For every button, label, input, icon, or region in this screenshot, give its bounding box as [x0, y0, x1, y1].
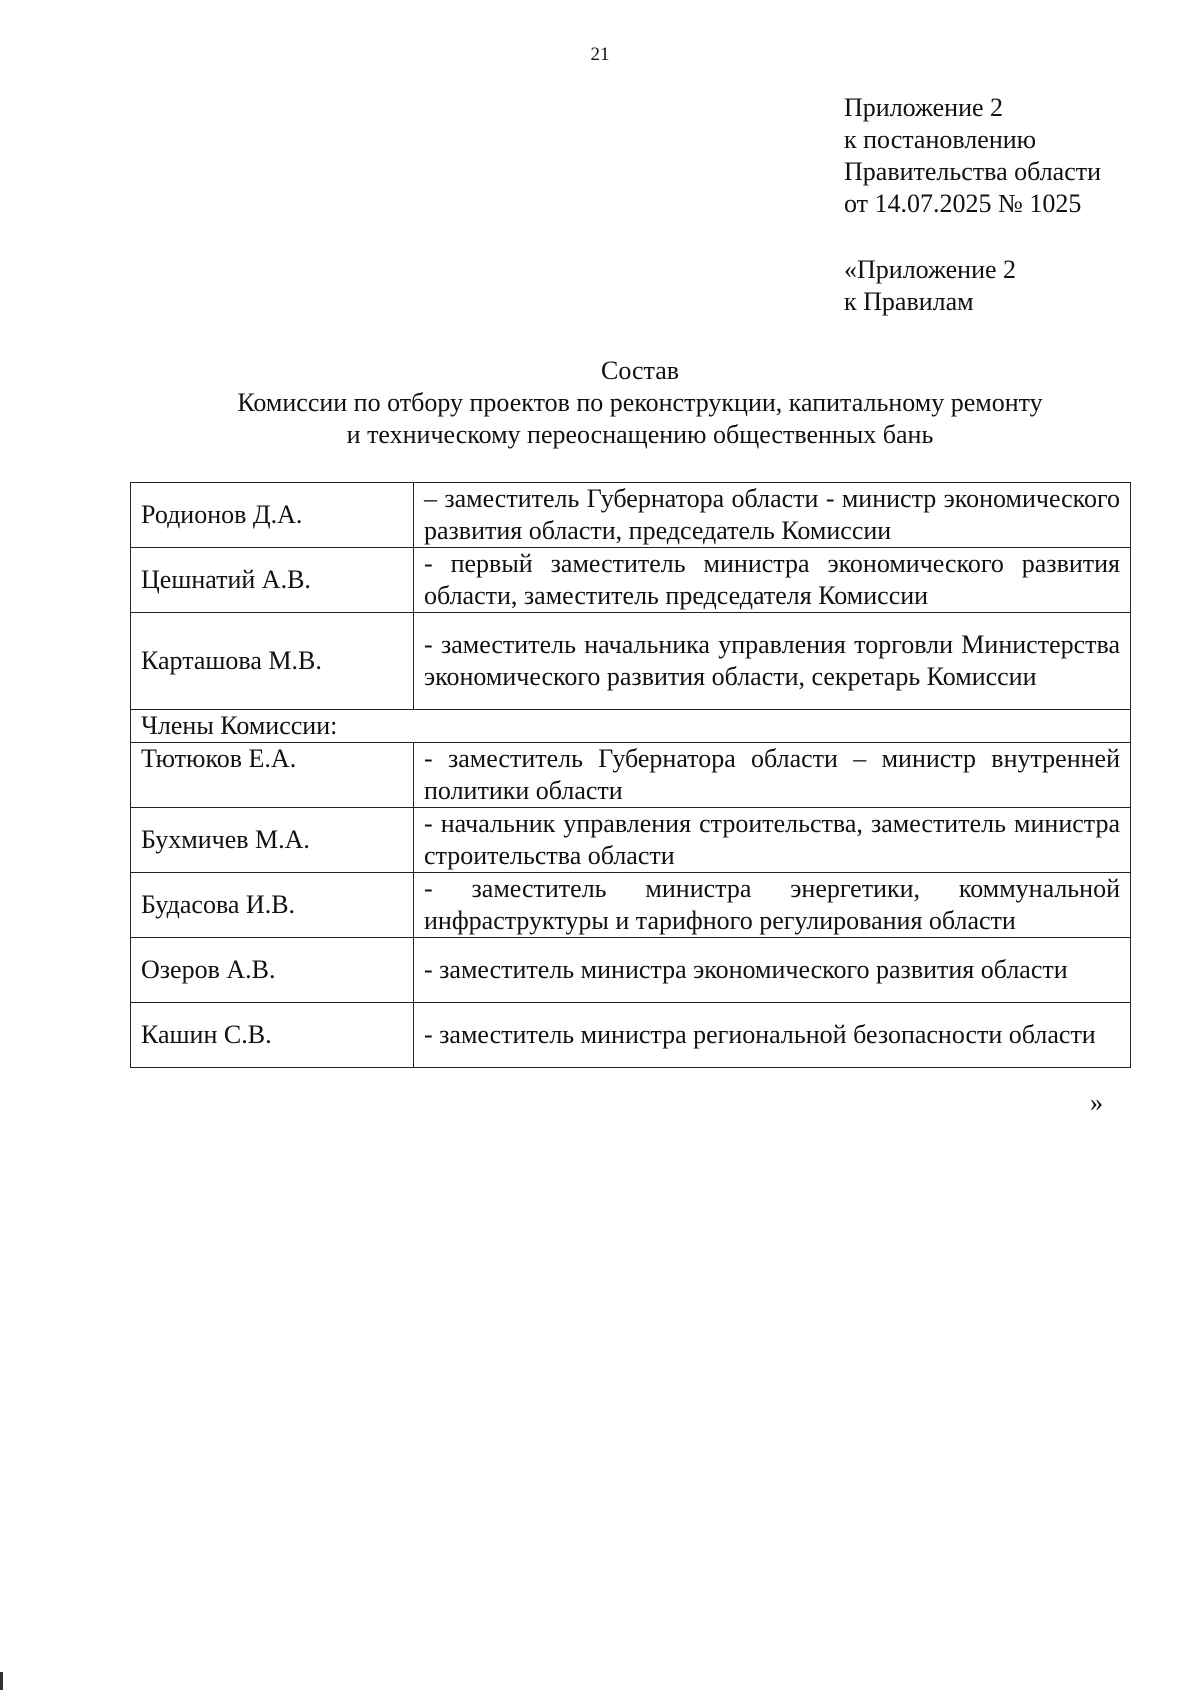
page-number: 21: [590, 44, 610, 65]
member-name: Кашин С.В.: [131, 1003, 414, 1068]
members-section-label: Члены Комиссии:: [131, 710, 1131, 743]
title-heading: Состав: [600, 356, 680, 385]
member-name: Озеров А.В.: [131, 938, 414, 1003]
member-name: Бухмичев М.А.: [131, 808, 414, 873]
table-row: [131, 1003, 1131, 1068]
member-role: - заместитель министра энергетики, коммунальной инфраструктуры и тарифного регулирования области: [414, 873, 1131, 938]
annex-rules-header: [844, 254, 1184, 318]
member-name: Цешнатий А.В.: [131, 548, 414, 613]
table-row: [131, 548, 1131, 613]
annex-line: Правительства области: [844, 157, 1102, 186]
table-row: [131, 808, 1131, 873]
member-role: - заместитель Губернатора области – министр внутренней политики области: [414, 743, 1131, 808]
annex-rules-line: к Правилам: [844, 287, 974, 316]
annex-header: [844, 92, 1184, 220]
table-row: [131, 873, 1131, 938]
member-role: - заместитель министра экономического развития области: [414, 938, 1131, 1003]
member-name: Тютюков Е.А.: [131, 743, 414, 808]
table-row: [131, 483, 1131, 548]
annex-line: от 14.07.2025 № 1025: [844, 189, 1082, 218]
table-row: [131, 743, 1131, 808]
member-name: Будасова И.В.: [131, 873, 414, 938]
member-role: - заместитель министра региональной безопасности области: [414, 1003, 1131, 1068]
member-role: - первый заместитель министра экономического развития области, заместитель председателя Комиссии: [414, 548, 1131, 613]
title-line: Комиссии по отбору проектов по реконструкции, капитальному ремонту: [237, 388, 1043, 417]
commission-members-table: [130, 482, 1131, 1068]
table-row: [131, 938, 1131, 1003]
member-role: - начальник управления строительства, заместитель министра строительства области: [414, 808, 1131, 873]
annex-line: Приложение 2: [844, 93, 1004, 122]
member-name: Родионов Д.А.: [131, 483, 414, 548]
member-name: Карташова М.В.: [131, 613, 414, 710]
annex-rules-line: «Приложение 2: [844, 255, 1017, 284]
table-section-row: [131, 710, 1131, 743]
table-row: [131, 613, 1131, 710]
annex-line: к постановлению: [844, 125, 1037, 154]
title-line: и техническому переоснащению общественных бань: [346, 420, 934, 449]
scan-edge-mark: [0, 1672, 3, 1690]
document-title: [0, 355, 1200, 451]
closing-quote: »: [1090, 1088, 1103, 1117]
member-role: - заместитель начальника управления торговли Министерства экономического развития области, секретарь Комиссии: [414, 613, 1131, 710]
member-role: – заместитель Губернатора области - министр экономического развития области, председатель Комиссии: [414, 483, 1131, 548]
